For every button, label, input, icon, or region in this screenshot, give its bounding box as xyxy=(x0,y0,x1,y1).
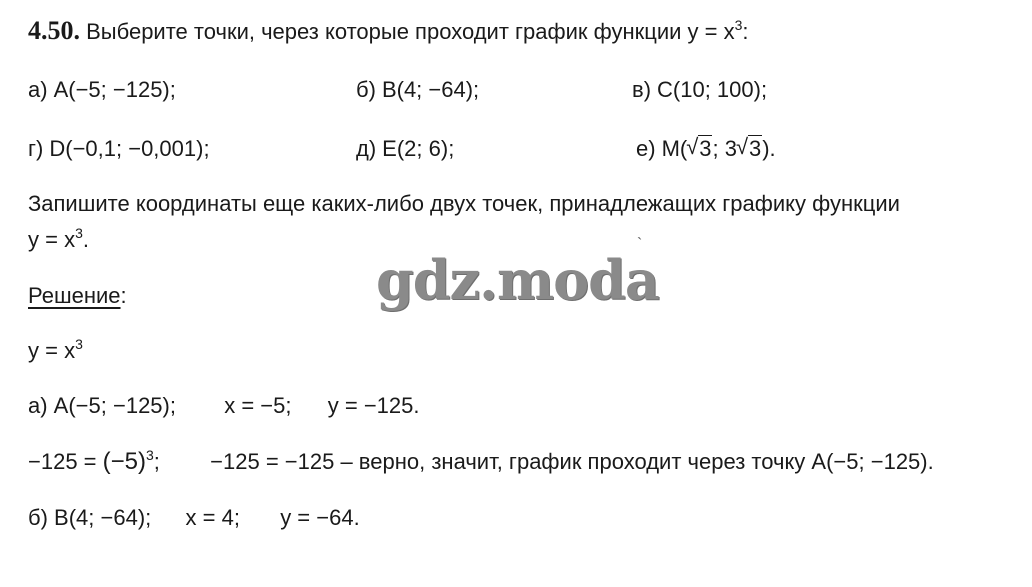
step-b-x: x = 4; xyxy=(185,505,240,530)
check-a-end: ; xyxy=(153,449,160,474)
problem-statement-exponent: 3 xyxy=(734,17,743,33)
option-letter: д) xyxy=(356,136,377,161)
option-text: B(4; −64); xyxy=(381,77,480,102)
task2-exponent: 3 xyxy=(75,225,83,241)
option-g xyxy=(28,136,210,162)
solution-check-a xyxy=(28,449,934,475)
option-text: E(2; 6); xyxy=(382,136,455,161)
option-text: D(−0,1; −0,001); xyxy=(49,136,210,161)
sqrt-radicand: 3 xyxy=(699,136,712,161)
step-a-y: y = −125. xyxy=(327,393,420,418)
sqrt-symbol xyxy=(687,136,712,162)
step-b-y: y = −64. xyxy=(280,505,360,530)
task2-line1: Запишите координаты еще каких-либо двух точек, принадлежащих графику функции xyxy=(28,191,900,216)
task2-end: . xyxy=(82,227,89,252)
option-d xyxy=(356,136,454,162)
solution-formula xyxy=(28,338,83,364)
option-text-suffix: ). xyxy=(762,136,776,161)
step-a-x: x = −5; xyxy=(224,393,292,418)
task2-line2 xyxy=(28,227,89,253)
option-text: C(10; 100); xyxy=(657,77,768,102)
problem-number: 4.50. xyxy=(28,16,80,45)
check-a-lhs: −125 = xyxy=(28,449,103,474)
option-text-prefix: M( xyxy=(661,136,688,161)
task2-formula: y = x xyxy=(28,227,76,252)
option-text: A(−5; −125); xyxy=(53,77,176,102)
watermark-tick: ` xyxy=(637,236,643,253)
sqrt-symbol xyxy=(737,136,762,162)
option-text-mid: ; 3 xyxy=(712,136,737,161)
option-letter: е) xyxy=(636,136,656,161)
watermark: gdz.moda xyxy=(376,248,659,312)
step-b-point: б) B(4; −64); xyxy=(28,505,152,530)
step-a-point: а) A(−5; −125); xyxy=(28,393,176,418)
check-a-exponent: 3 xyxy=(146,447,154,463)
option-letter: г) xyxy=(28,136,44,161)
check-a-paren: (−5) xyxy=(102,448,146,475)
solution-formula-text: y = x xyxy=(28,338,76,363)
solution-formula-exponent: 3 xyxy=(75,336,83,352)
option-letter: в) xyxy=(632,77,652,102)
solution-heading xyxy=(28,283,127,309)
solution-heading-colon: : xyxy=(120,283,127,308)
problem-title xyxy=(28,18,749,45)
option-b xyxy=(356,77,479,103)
solution-heading-text: Решение xyxy=(28,283,121,308)
option-c xyxy=(632,77,767,103)
sqrt-radicand: 3 xyxy=(748,136,762,161)
option-letter: б) xyxy=(356,77,376,102)
option-letter: а) xyxy=(28,77,48,102)
option-a xyxy=(28,77,176,103)
solution-step-a xyxy=(28,393,420,419)
problem-statement-end: : xyxy=(742,19,749,44)
check-a-rest: −125 = −125 – верно, значит, график проходит через точку A(−5; −125). xyxy=(210,449,934,474)
option-e xyxy=(636,136,776,162)
solution-step-b xyxy=(28,505,360,531)
problem-statement: Выберите точки, через которые проходит график функции y = x xyxy=(86,19,735,44)
